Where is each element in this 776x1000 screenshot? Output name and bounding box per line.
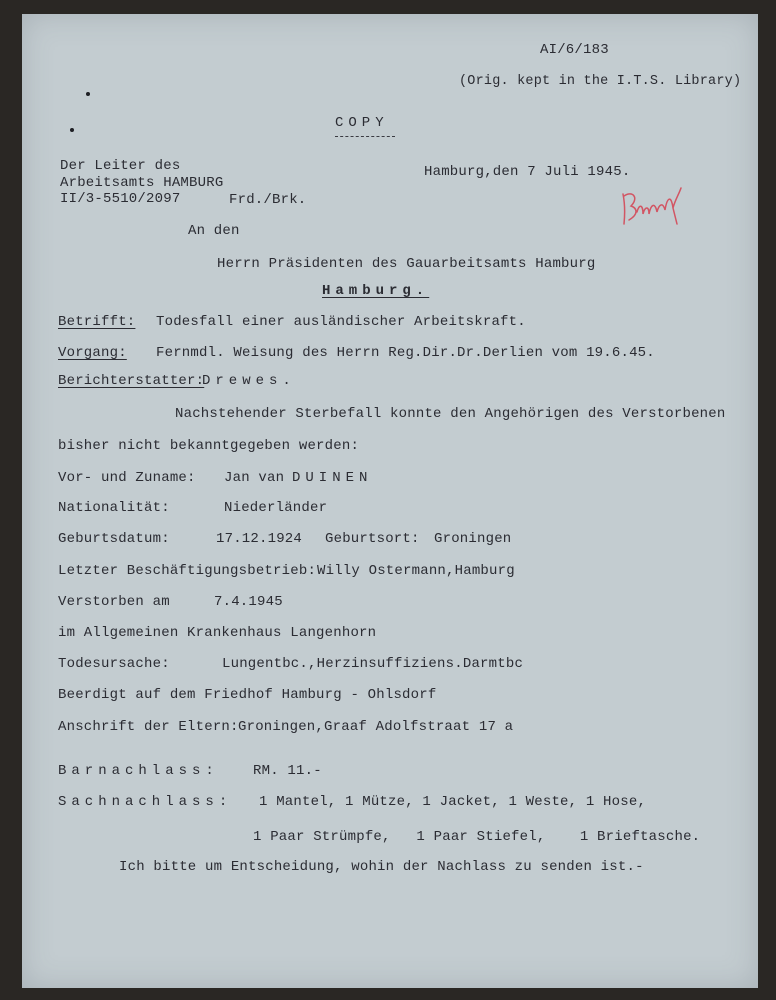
nationality-value: Niederländer xyxy=(224,500,328,516)
name-value-last: DUINEN xyxy=(292,470,373,486)
berichterstatter-label: Berichterstatter: xyxy=(58,373,205,389)
name-value-first: Jan van xyxy=(224,470,285,486)
betrifft-label: Betrifft: xyxy=(58,314,136,330)
original-location-note: (Orig. kept in the I.T.S. Library) xyxy=(459,74,742,89)
copy-heading: COPY xyxy=(335,115,389,131)
punch-mark xyxy=(86,92,90,96)
birthdate-value: 17.12.1924 xyxy=(216,531,303,547)
goods-estate-line-2: 1 Paar Strümpfe, 1 Paar Stiefel, 1 Brieftasche. xyxy=(253,829,701,845)
cause-value: Lungentbc.,Herzinsuffiziens.Darmtbc xyxy=(222,656,524,672)
copy-underline xyxy=(335,136,395,137)
vorgang-label: Vorgang: xyxy=(58,345,127,361)
punch-mark xyxy=(70,128,74,132)
employer-label: Letzter Beschäftigungsbetrieb: xyxy=(58,563,317,579)
burial: Beerdigt auf dem Friedhof Hamburg - Ohlsdorf xyxy=(58,687,437,703)
closing-request: Ich bitte um Entscheidung, wohin der Nachlass zu senden ist.- xyxy=(119,859,644,875)
name-label: Vor- und Zuname: xyxy=(58,470,196,486)
birthplace-value: Groningen xyxy=(434,531,512,547)
place-date: Hamburg,den 7 Juli 1945. xyxy=(424,164,631,180)
intro-line-1: Nachstehender Sterbefall konnte den Angehörigen des Verstorbenen xyxy=(175,406,726,422)
cause-label: Todesursache: xyxy=(58,656,170,672)
address-an-den: An den xyxy=(188,223,240,239)
goods-estate-line-1: 1 Mantel, 1 Mütze, 1 Jacket, 1 Weste, 1 Hose, xyxy=(259,794,647,810)
address-city: Hamburg. xyxy=(322,283,430,299)
document-page xyxy=(22,14,758,988)
parents-label: Anschrift der Eltern: xyxy=(58,719,239,735)
betrifft-value: Todesfall einer ausländischer Arbeitskraft. xyxy=(156,314,526,330)
intro-line-2: bisher nicht bekanntgegeben werden: xyxy=(58,438,360,454)
died-label: Verstorben am xyxy=(58,594,170,610)
sender-line-3: II/3-5510/2097 xyxy=(60,191,181,207)
parents-value: Groningen,Graaf Adolfstraat 17 a xyxy=(238,719,514,735)
handwritten-signature xyxy=(619,184,687,234)
nationality-label: Nationalität: xyxy=(58,500,170,516)
birthdate-label: Geburtsdatum: xyxy=(58,531,170,547)
vorgang-value: Fernmdl. Weisung des Herrn Reg.Dir.Dr.Derlien vom 19.6.45. xyxy=(156,345,655,361)
died-value: 7.4.1945 xyxy=(214,594,283,610)
cash-estate-value: RM. 11.- xyxy=(253,763,322,779)
cash-estate-label: Barnachlass: xyxy=(58,763,219,779)
employer-value: Willy Ostermann,Hamburg xyxy=(317,563,515,579)
sender-line-2: Arbeitsamts HAMBURG xyxy=(60,175,224,191)
goods-estate-label: Sachnachlass: xyxy=(58,794,233,810)
hospital: im Allgemeinen Krankenhaus Langenhorn xyxy=(58,625,377,641)
sender-line-1: Der Leiter des xyxy=(60,158,181,174)
reference-code: AI/6/183 xyxy=(540,42,609,58)
birthplace-label: Geburtsort: xyxy=(325,531,420,547)
address-recipient: Herrn Präsidenten des Gauarbeitsamts Hamburg xyxy=(217,256,596,272)
berichterstatter-value: Drewes. xyxy=(202,373,296,389)
initials: Frd./Brk. xyxy=(229,192,307,208)
